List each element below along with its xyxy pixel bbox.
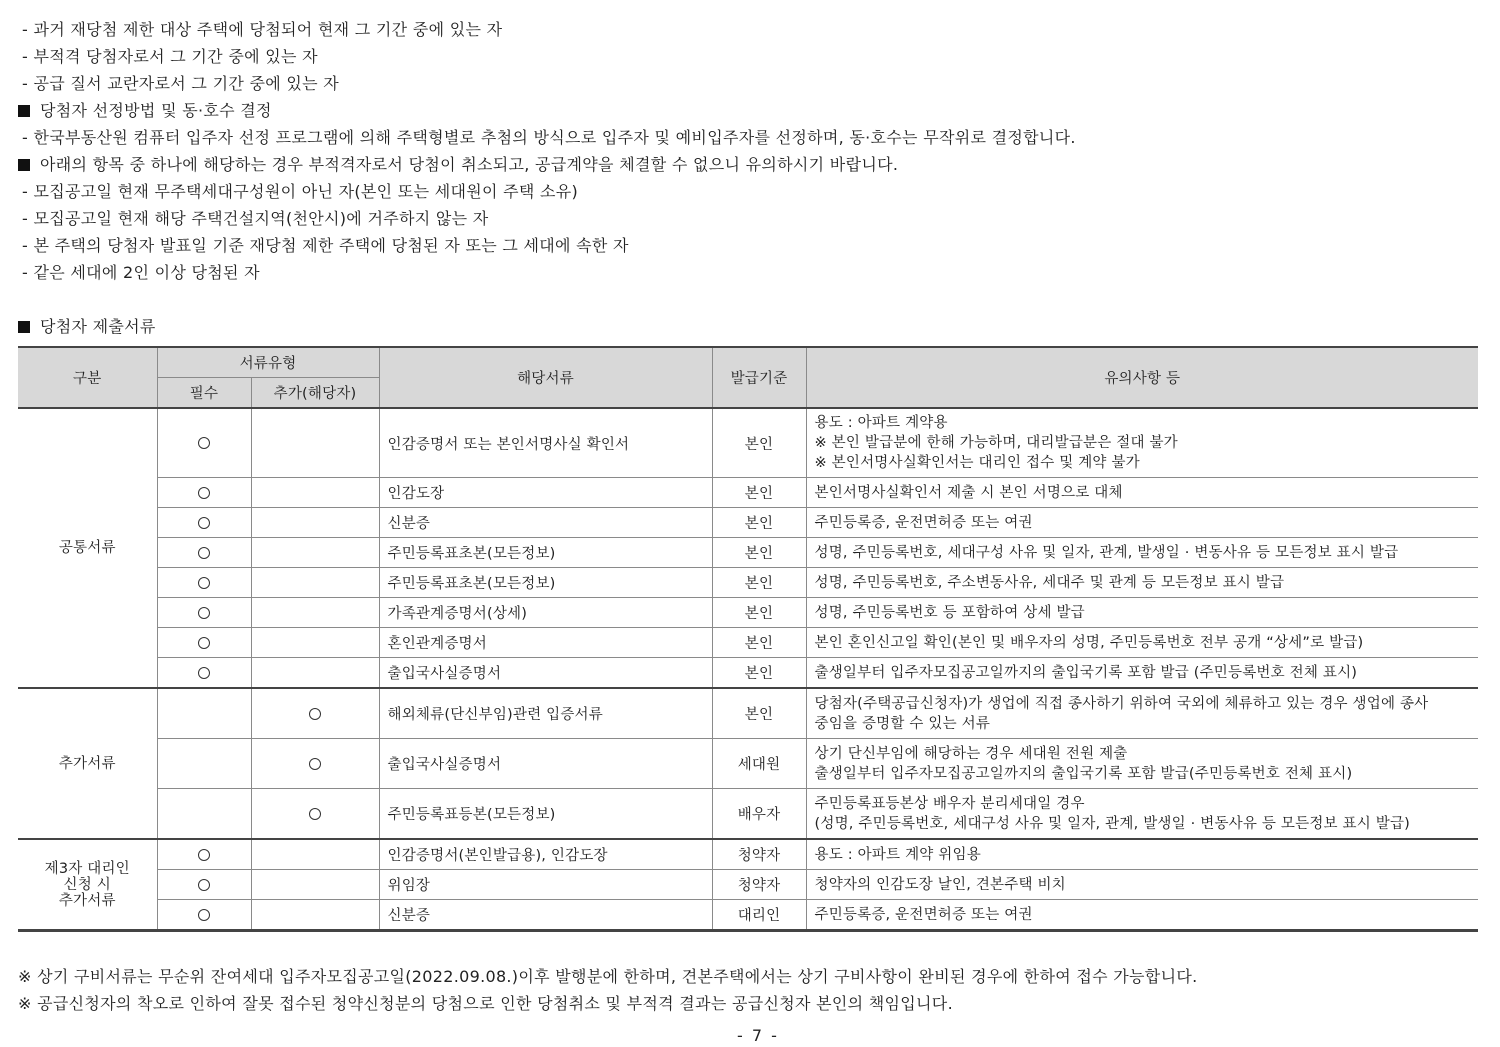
table-group bbox=[18, 839, 1478, 931]
issue-basis-cell: 본인 bbox=[712, 408, 806, 478]
table-row bbox=[18, 839, 1478, 870]
circle-mark-icon bbox=[198, 607, 210, 619]
circle-mark-icon bbox=[198, 667, 210, 679]
issue-basis-cell: 청약자 bbox=[712, 839, 806, 870]
note-line: 용도 : 아파트 계약용 bbox=[814, 415, 948, 431]
notes-cell bbox=[806, 598, 1478, 628]
required-cell bbox=[157, 538, 251, 568]
document-cell: 출입국사실증명서 bbox=[379, 658, 712, 689]
issue-basis-cell: 청약자 bbox=[712, 870, 806, 900]
notes-cell bbox=[806, 568, 1478, 598]
note-line: 주민등록증, 운전면허증 또는 여권 bbox=[814, 906, 1033, 923]
table-group bbox=[18, 688, 1478, 839]
circle-mark-icon bbox=[198, 849, 210, 861]
notes-cell bbox=[806, 628, 1478, 658]
group-name-line: 제3자 대리인 bbox=[44, 860, 130, 877]
issue-basis-cell: 세대원 bbox=[712, 739, 806, 789]
note-line: 본인서명사실확인서 제출 시 본인 서명으로 대체 bbox=[814, 484, 1123, 501]
issue-basis-cell: 본인 bbox=[712, 508, 806, 538]
circle-mark-icon bbox=[309, 808, 321, 820]
issue-basis-cell: 본인 bbox=[712, 688, 806, 739]
additional-cell bbox=[251, 408, 379, 478]
additional-cell bbox=[251, 739, 379, 789]
document-cell: 위임장 bbox=[379, 870, 712, 900]
black-square-icon bbox=[18, 321, 30, 333]
note-line: ※ 본인 발급분에 한해 가능하며, 대리발급분은 절대 불가 bbox=[814, 435, 1178, 451]
note-line: 주민등록표등본상 배우자 분리세대일 경우 bbox=[814, 795, 1085, 812]
issue-basis-cell: 본인 bbox=[712, 628, 806, 658]
note-line: 성명, 주민등록번호, 세대구성 사유 및 일자, 관계, 발생일 · 변동사유 등 모든정보 표시 발급 bbox=[814, 544, 1399, 561]
header-category: 구분 bbox=[18, 347, 157, 408]
note-line: 본인 혼인신고일 확인(본인 및 배우자의 성명, 주민등록번호 전부 공개 “상세”로 발급) bbox=[814, 634, 1364, 651]
table-row bbox=[18, 688, 1478, 739]
additional-cell bbox=[251, 508, 379, 538]
table-row bbox=[18, 658, 1478, 689]
circle-mark-icon bbox=[198, 487, 210, 499]
note-line: 출생일부터 입주자모집공고일까지의 출입국기록 포함 발급(주민등록번호 전체 표시) bbox=[814, 765, 1353, 782]
additional-cell bbox=[251, 478, 379, 508]
table-row bbox=[18, 870, 1478, 900]
notes-cell bbox=[806, 789, 1478, 840]
note-line: (성명, 주민등록번호, 세대구성 사유 및 일자, 관계, 발생일 · 변동사유 등 모든정보 표시 발급) bbox=[814, 815, 1411, 832]
cancellation-item: - 모집공고일 현재 해당 주택건설지역(천안시)에 거주하지 않는 자 bbox=[22, 209, 489, 228]
document-cell: 혼인관계증명서 bbox=[379, 628, 712, 658]
cancellation-item: - 모집공고일 현재 무주택세대구성원이 아닌 자(본인 또는 세대원이 주택 소유) bbox=[22, 182, 579, 201]
intro-line: - 공급 질서 교란자로서 그 기간 중에 있는 자 bbox=[22, 74, 340, 93]
table-row bbox=[18, 538, 1478, 568]
circle-mark-icon bbox=[198, 437, 210, 449]
note-line: 중임을 증명할 수 있는 서류 bbox=[814, 715, 991, 732]
issue-basis-cell: 본인 bbox=[712, 658, 806, 689]
required-cell bbox=[157, 628, 251, 658]
notes-cell bbox=[806, 478, 1478, 508]
note-line: ※ 본인서명사실확인서는 대리인 접수 및 계약 불가 bbox=[814, 455, 1140, 471]
table-row bbox=[18, 508, 1478, 538]
notes-cell bbox=[806, 839, 1478, 870]
group-name: 추가서류 bbox=[18, 688, 157, 839]
cancellation-item: - 본 주택의 당첨자 발표일 기준 재당첨 제한 주택에 당첨된 자 또는 그 세대에 속한 자 bbox=[22, 236, 629, 255]
table-row bbox=[18, 478, 1478, 508]
header-additional: 추가(해당자) bbox=[251, 378, 379, 409]
group-name bbox=[18, 839, 157, 931]
notes-cell bbox=[806, 538, 1478, 568]
issue-basis-cell: 대리인 bbox=[712, 900, 806, 931]
additional-cell bbox=[251, 900, 379, 931]
note-line: 출생일부터 입주자모집공고일까지의 출입국기록 포함 발급 (주민등록번호 전체 표시) bbox=[814, 664, 1358, 681]
additional-cell bbox=[251, 870, 379, 900]
additional-cell bbox=[251, 598, 379, 628]
table-row bbox=[18, 568, 1478, 598]
note-line: 용도 : 아파트 계약 위임용 bbox=[814, 846, 981, 863]
notes-cell bbox=[806, 408, 1478, 478]
issue-basis-cell: 본인 bbox=[712, 478, 806, 508]
required-cell bbox=[157, 839, 251, 870]
cancellation-heading bbox=[18, 154, 898, 176]
group-name-line: 추가서류 bbox=[58, 892, 116, 909]
documents-table bbox=[18, 346, 1478, 932]
additional-cell bbox=[251, 688, 379, 739]
notes-cell bbox=[806, 688, 1478, 739]
additional-cell bbox=[251, 658, 379, 689]
cancellation-item: - 같은 세대에 2인 이상 당첨된 자 bbox=[22, 263, 260, 282]
document-cell: 해외체류(단신부임)관련 입증서류 bbox=[379, 688, 712, 739]
table-row bbox=[18, 900, 1478, 931]
document-cell: 인감증명서(본인발급용), 인감도장 bbox=[379, 839, 712, 870]
table-group bbox=[18, 408, 1478, 688]
header-required: 필수 bbox=[157, 378, 251, 409]
table-row bbox=[18, 598, 1478, 628]
circle-mark-icon bbox=[198, 879, 210, 891]
black-square-icon bbox=[18, 159, 30, 171]
group-name-line: 신청 시 bbox=[63, 876, 111, 893]
notes-cell bbox=[806, 870, 1478, 900]
intro-line: - 부적격 당첨자로서 그 기간 중에 있는 자 bbox=[22, 47, 318, 66]
footnote: ※ 공급신청자의 착오로 인하여 잘못 접수된 청약신청분의 당첨으로 인한 당첨취소 및 부적격 결과는 공급신청자 본인의 책임입니다. bbox=[18, 994, 953, 1013]
issue-basis-cell: 배우자 bbox=[712, 789, 806, 840]
additional-cell bbox=[251, 839, 379, 870]
cancellation-heading-text: 아래의 항목 중 하나에 해당하는 경우 부적격자로서 당첨이 취소되고, 공급계약을 체결할 수 없으니 유의하시기 바랍니다. bbox=[40, 155, 899, 174]
table-row bbox=[18, 628, 1478, 658]
header-doc-type: 서류유형 bbox=[157, 347, 379, 378]
additional-cell bbox=[251, 538, 379, 568]
additional-cell bbox=[251, 628, 379, 658]
circle-mark-icon bbox=[198, 909, 210, 921]
required-cell bbox=[157, 688, 251, 739]
circle-mark-icon bbox=[198, 547, 210, 559]
issue-basis-cell: 본인 bbox=[712, 538, 806, 568]
table-header bbox=[18, 347, 1478, 408]
table-row bbox=[18, 739, 1478, 789]
note-line: 청약자의 인감도장 날인, 견본주택 비치 bbox=[814, 876, 1066, 893]
group-name: 공통서류 bbox=[18, 408, 157, 688]
required-cell bbox=[157, 508, 251, 538]
table-row bbox=[18, 408, 1478, 478]
document-cell: 인감도장 bbox=[379, 478, 712, 508]
note-line: 당첨자(주택공급신청자)가 생업에 직접 종사하기 위하여 국외에 체류하고 있는 경우 생업에 종사 bbox=[814, 695, 1429, 712]
required-cell bbox=[157, 408, 251, 478]
document-cell: 인감증명서 또는 본인서명사실 확인서 bbox=[379, 408, 712, 478]
document-cell: 출입국사실증명서 bbox=[379, 739, 712, 789]
circle-mark-icon bbox=[198, 517, 210, 529]
document-cell: 신분증 bbox=[379, 900, 712, 931]
required-cell bbox=[157, 598, 251, 628]
required-cell bbox=[157, 870, 251, 900]
required-cell bbox=[157, 789, 251, 840]
circle-mark-icon bbox=[198, 577, 210, 589]
notes-cell bbox=[806, 658, 1478, 689]
circle-mark-icon bbox=[309, 758, 321, 770]
issue-basis-cell: 본인 bbox=[712, 598, 806, 628]
note-line: 성명, 주민등록번호 등 포함하여 상세 발급 bbox=[814, 604, 1085, 621]
header-notes: 유의사항 등 bbox=[806, 347, 1478, 408]
page-number: - 7 - bbox=[737, 1026, 779, 1045]
issue-basis-cell: 본인 bbox=[712, 568, 806, 598]
note-line: 상기 단신부임에 해당하는 경우 세대원 전원 제출 bbox=[814, 745, 1128, 762]
footnote: ※ 상기 구비서류는 무순위 잔여세대 입주자모집공고일(2022.09.08.)이후 발행분에 한하며, 견본주택에서는 상기 구비사항이 완비된 경우에 한하여 접수 가능합니다. bbox=[18, 967, 1198, 986]
document-cell: 주민등록표등본(모든정보) bbox=[379, 789, 712, 840]
table-row bbox=[18, 789, 1478, 840]
document-cell: 신분증 bbox=[379, 508, 712, 538]
intro-line: - 과거 재당첨 제한 대상 주택에 당첨되어 현재 그 기간 중에 있는 자 bbox=[22, 20, 503, 39]
black-square-icon bbox=[18, 105, 30, 117]
circle-mark-icon bbox=[309, 708, 321, 720]
header-issue-basis: 발급기준 bbox=[712, 347, 806, 408]
required-cell bbox=[157, 739, 251, 789]
header-document: 해당서류 bbox=[379, 347, 712, 408]
notes-cell bbox=[806, 508, 1478, 538]
documents-heading bbox=[18, 316, 156, 338]
documents-heading-text: 당첨자 제출서류 bbox=[40, 317, 156, 336]
circle-mark-icon bbox=[198, 637, 210, 649]
selection-text: - 한국부동산원 컴퓨터 입주자 선정 프로그램에 의해 주택형별로 추첨의 방식으로 입주자 및 예비입주자를 선정하며, 동·호수는 무작위로 결정합니다. bbox=[22, 128, 1076, 147]
document-cell: 주민등록표초본(모든정보) bbox=[379, 538, 712, 568]
required-cell bbox=[157, 658, 251, 689]
notes-cell bbox=[806, 900, 1478, 931]
note-line: 주민등록증, 운전면허증 또는 여권 bbox=[814, 514, 1033, 531]
selection-heading bbox=[18, 100, 272, 122]
selection-heading-text: 당첨자 선정방법 및 동·호수 결정 bbox=[40, 101, 272, 120]
notes-cell bbox=[806, 739, 1478, 789]
required-cell bbox=[157, 478, 251, 508]
required-cell bbox=[157, 900, 251, 931]
document-cell: 주민등록표초본(모든정보) bbox=[379, 568, 712, 598]
additional-cell bbox=[251, 568, 379, 598]
additional-cell bbox=[251, 789, 379, 840]
document-cell: 가족관계증명서(상세) bbox=[379, 598, 712, 628]
note-line: 성명, 주민등록번호, 주소변동사유, 세대주 및 관계 등 모든정보 표시 발급 bbox=[814, 574, 1285, 591]
required-cell bbox=[157, 568, 251, 598]
